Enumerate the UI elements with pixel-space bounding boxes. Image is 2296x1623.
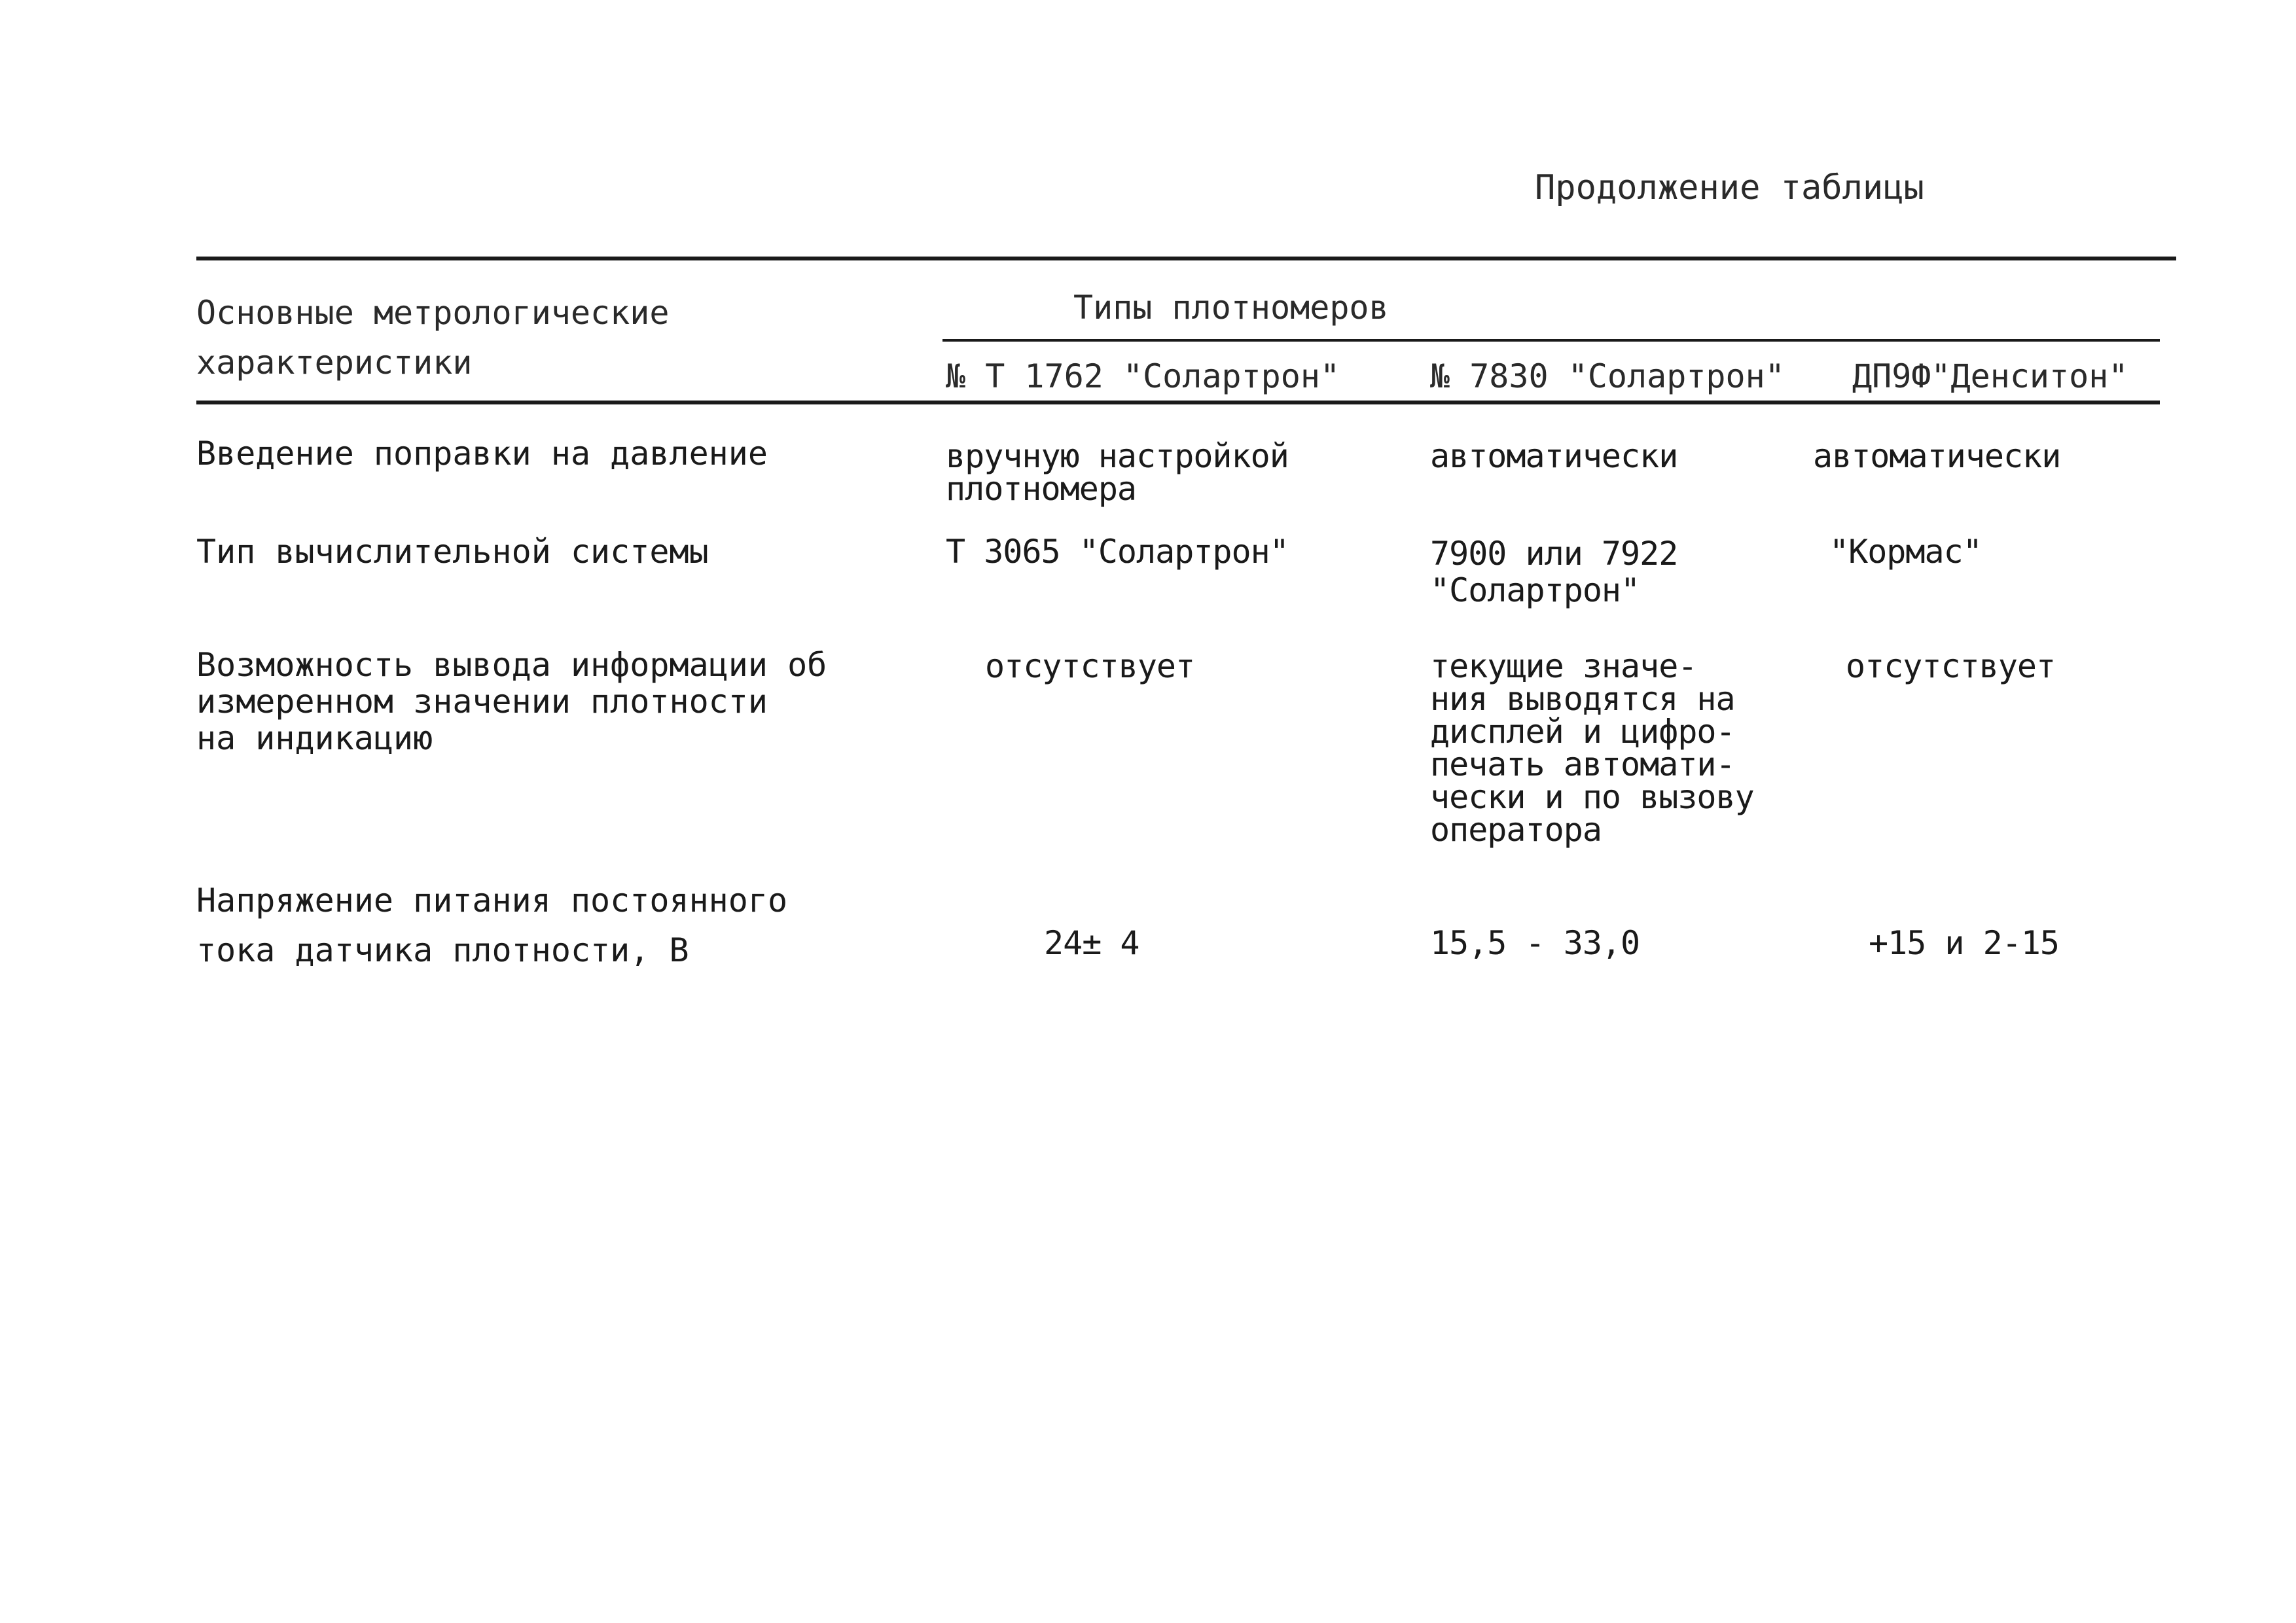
row-pressure-correction-col2: автоматически <box>1430 437 1678 475</box>
row-label-pressure-correction: Введение поправки на давление <box>196 435 768 473</box>
header-characteristics: Основные метрологические характеристики <box>196 294 670 382</box>
row-pressure-correction-col1: вручную настройкой плотномера <box>946 437 1289 508</box>
header-col-t1762-solartron: № Т 1762 "Солартрон" <box>946 357 1340 395</box>
table-continuation-caption: Продолжение таблицы <box>1535 168 1924 207</box>
header-col-7830-solartron: № 7830 "Солартрон" <box>1430 357 1785 395</box>
row-density-output-col2: текущие значе- ния выводятся на дисплей и цифро- печать автомати- чески и по вызову оператора <box>1430 647 1754 849</box>
row-density-output-col1: отсутствует <box>985 647 1195 685</box>
row-label-computing-system: Тип вычислительной системы <box>196 533 709 571</box>
row-label-density-output: Возможность вывода информации об измеренном значении плотности на индикацию <box>196 646 827 757</box>
row-density-output-col3: отсутствует <box>1846 647 2056 685</box>
row-computing-system-col2: 7900 или 7922 "Солартрон" <box>1430 535 1678 609</box>
row-computing-system-col1: Т 3065 "Солартрон" <box>946 533 1289 571</box>
row-supply-voltage-col2: 15,5 - 33,0 <box>1430 924 1640 962</box>
table-top-rule <box>196 257 2176 260</box>
header-col-dp9f-densiton: ДП9Ф"Денситон" <box>1852 357 2128 395</box>
header-bottom-rule <box>196 401 2160 404</box>
row-label-supply-voltage: Напряжение питания постоянного тока датчика плотности, В <box>196 882 788 969</box>
row-supply-voltage-col1: 24± 4 <box>1044 924 1139 962</box>
row-computing-system-col3: "Кормас" <box>1829 533 1982 571</box>
row-supply-voltage-col3: +15 и 2-15 <box>1869 924 2060 962</box>
header-densimeter-types: Типы плотномеров <box>1073 289 1389 327</box>
row-pressure-correction-col3: автоматически <box>1813 437 2061 475</box>
header-group-rule <box>942 339 2160 342</box>
